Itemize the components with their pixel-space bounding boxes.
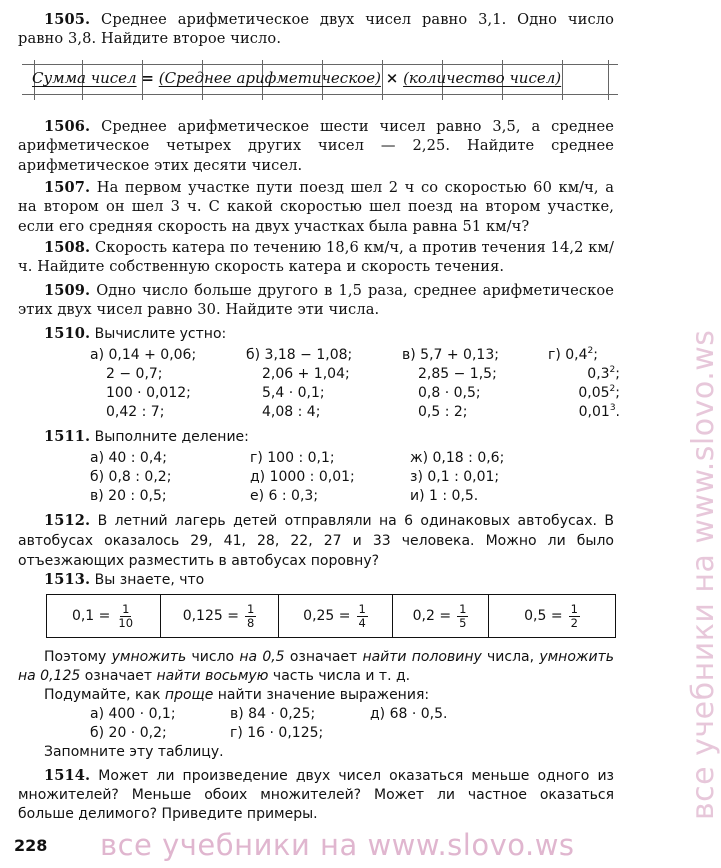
exercise-1510: [44, 324, 640, 344]
expression: а) 40 : 0,4;: [90, 450, 167, 466]
exercise-text: Одно число больше другого в 1,5 раза, среднее арифметическое этих двух чисел равно 30. Найдите эти числа.: [18, 282, 614, 319]
fraction: $\frac{1}{2}$: [570, 601, 578, 630]
expression: 2,06 + 1,04;: [262, 366, 350, 382]
exercise-1506: [18, 117, 614, 175]
exercise-intro: Вычислите устно:: [94, 326, 227, 342]
expression: ж) 0,18 : 0,6;: [410, 450, 505, 466]
decimal-value: 0,2 =: [412, 608, 452, 624]
formula-times: ×: [385, 69, 399, 87]
expression: а) 400 · 0,1;: [90, 706, 176, 722]
expression: 0,8 · 0,5;: [418, 385, 481, 401]
fraction: $\frac{1}{4}$: [358, 601, 366, 630]
expression: 0,42 : 7;: [106, 404, 165, 420]
exercise-1510-row: [90, 384, 628, 403]
exercise-text: 3,8. Найдите второе число.: [68, 30, 282, 48]
expression: д) 68 · 0,5.: [370, 706, 448, 722]
expression: з) 0,1 : 0,01;: [410, 469, 500, 485]
expression: е) 6 : 0,3;: [250, 488, 319, 504]
formula-part: Сумма чисел: [32, 69, 137, 87]
exercise-1513-remember: Запомните эту таблицу.: [44, 744, 224, 760]
exercise-text: В летний лагерь детей отправляли на 6 одинаковых автобусах. В автобусах оказалось 29, 41, 28, 22, 27 и 33 человека. Можно ли было отъезжающих разместить в автобусах поровну?: [18, 513, 614, 569]
expression: 0,01$^3$.: [578, 403, 620, 420]
fraction-cell: [393, 595, 489, 637]
expression: г) $0,4^2$;: [548, 346, 598, 363]
exercise-1513-row: [90, 705, 490, 724]
ruled-line: [22, 64, 618, 65]
exercise-1513-explanation: Поэтому умножить число на 0,5 означает найти половину числа, умножить на 0,125 означает найти восьмую часть числа и т. д.: [18, 649, 615, 684]
expression: в) 84 · 0,25;: [230, 706, 316, 722]
exercise-text: Может ли произведение двух чисел оказаться меньше одного из множителей? Меньше обоих множителей? Может ли частное оказаться больше делимого? Приведите примеры.: [18, 768, 614, 822]
fraction: $\frac{1}{10}$: [118, 601, 134, 630]
expression: [370, 724, 490, 743]
expression: 4,08 : 4;: [262, 404, 321, 420]
expression: 5,4 · 0,1;: [262, 385, 325, 401]
exercise-text: Среднее арифметическое шести чисел равно 3,5, а среднее арифметическое четырех других чисел — 2,25. Найдите среднее арифметическое этих десяти чисел.: [18, 118, 614, 174]
exercise-number: 1507.: [44, 179, 91, 196]
exercise-number: 1511.: [44, 428, 91, 445]
exercise-1509: [18, 281, 614, 320]
page-number: 228: [14, 836, 48, 855]
fraction-cell: [489, 595, 615, 637]
exercise-text: Скорость катера по течению 18,6 км/ч, а против течения 14,2 км/ч. Найдите собственную скорость катера и скорость течения.: [18, 239, 614, 276]
exercise-1510-row: [90, 403, 628, 422]
exercise-number: 1512.: [44, 512, 91, 529]
expression: 2,85 − 1,5;: [418, 366, 497, 382]
exercise-number: 1508.: [44, 239, 91, 256]
exercise-number: 1510.: [44, 325, 91, 342]
expression: и) 1 : 0,5.: [410, 488, 479, 504]
expression: а) 0,14 + 0,06;: [90, 347, 197, 363]
expression: 0,05$^2$;: [578, 384, 620, 401]
ruled-line: [22, 94, 618, 95]
expression: б) 20 · 0,2;: [90, 725, 167, 741]
fraction-cell: [279, 595, 393, 637]
expression: г) 16 · 0,125;: [230, 725, 324, 741]
exercise-1514: [18, 766, 614, 824]
watermark-vertical: все учебники на www.slovo.ws: [686, 329, 721, 820]
exercise-number: 1506.: [44, 118, 91, 135]
fraction: $\frac{1}{5}$: [459, 601, 467, 630]
watermark: все учебники на www.slovo.ws: [100, 828, 575, 862]
exercise-1513: [44, 570, 640, 590]
exercise-1510-row: [90, 346, 628, 365]
expression: г) 100 : 0,1;: [250, 450, 335, 466]
expression: 0,5 : 2;: [418, 404, 468, 420]
decimal-value: 0,125 =: [182, 608, 239, 624]
formula-part: (Среднее арифметическое): [158, 69, 381, 87]
formula-part: (количество чисел): [403, 69, 562, 87]
exercise-number: 1505.: [44, 11, 91, 28]
exercise-text: Среднее арифметическое двух чисел равно 3,1. Одно число равно: [18, 11, 614, 48]
expression: д) 1000 : 0,01;: [250, 469, 355, 485]
exercise-1507: [18, 178, 614, 236]
expression: 100 · 0,012;: [106, 385, 191, 401]
formula-strip: [22, 60, 618, 100]
decimal-value: 0,1 =: [71, 608, 111, 624]
decimal-value: 0,25 =: [303, 608, 351, 624]
expression: $0,3^2$;: [587, 365, 620, 382]
exercise-1510-row: [90, 365, 628, 384]
exercise-1511-row: [90, 487, 530, 506]
expression: б) 3,18 − 1,08;: [246, 347, 353, 363]
average-formula: [32, 69, 612, 87]
exercise-text: На первом участке пути поезд шел 2 ч со скоростью 60 км/ч, а на втором он шел 3 ч. С какой скоростью шел поезд на втором участке, если его средняя скорость на двух участках была равна 51 км/ч?: [18, 179, 614, 235]
expression: в) 5,7 + 0,13;: [402, 347, 499, 363]
expression: в) 20 : 0,5;: [90, 488, 167, 504]
exercise-1505: [18, 10, 614, 49]
exercise-intro: Выполните деление:: [94, 429, 249, 445]
exercise-intro: Вы знаете, что: [94, 572, 205, 588]
exercise-1511: [44, 427, 640, 447]
formula-equals: =: [141, 69, 154, 87]
fraction-cell: [161, 595, 279, 637]
fraction: $\frac{1}{8}$: [246, 601, 255, 630]
decimal-value: 0,5 =: [524, 608, 563, 624]
exercise-number: 1509.: [44, 282, 91, 299]
fraction-table: [46, 594, 616, 638]
fraction-cell: [47, 595, 161, 637]
exercise-number: 1513.: [44, 571, 91, 588]
expression: 2 − 0,7;: [106, 366, 163, 382]
exercise-1513-row: [90, 724, 490, 743]
exercise-1508: [18, 238, 614, 277]
exercise-1513-task: Подумайте, как проще найти значение выражения:: [44, 687, 430, 703]
expression: б) 0,8 : 0,2;: [90, 469, 172, 485]
exercise-1512: [18, 511, 614, 571]
exercise-number: 1514.: [44, 767, 91, 784]
exercise-1511-row: [90, 468, 530, 487]
exercise-1511-row: [90, 449, 530, 468]
